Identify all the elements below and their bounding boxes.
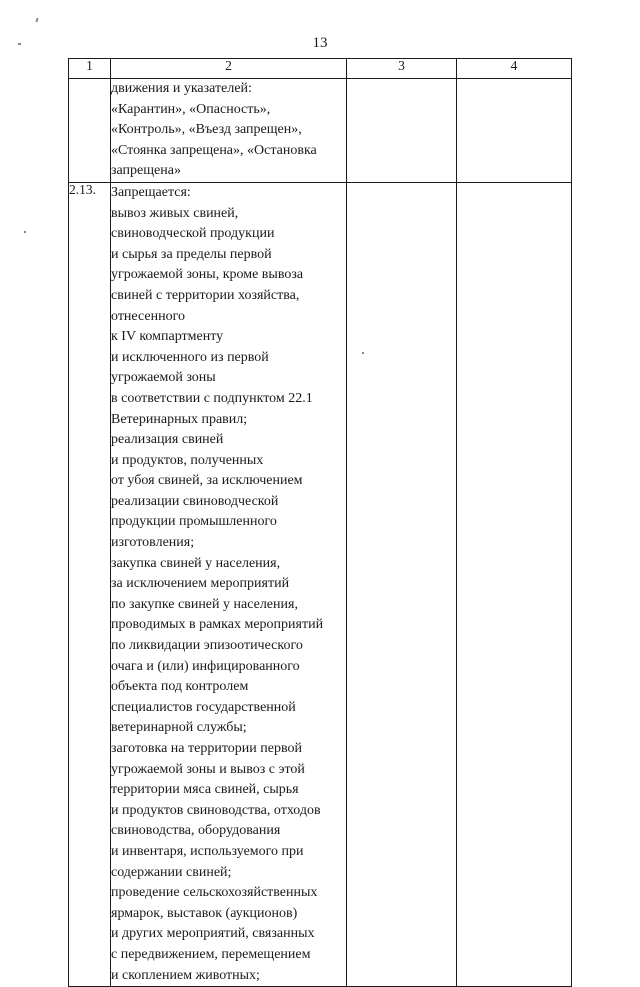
text-line: заготовка на территории первой — [111, 741, 302, 756]
column-header-4: 4 — [457, 59, 572, 79]
text-line: запрещена» — [111, 163, 181, 179]
scan-artifact — [35, 18, 38, 22]
text-line: от убоя свиней, за исключением — [111, 473, 303, 489]
text-line: и других мероприятий, связанных — [111, 926, 315, 942]
text-line: очага и (или) инфицированного — [111, 658, 300, 674]
text-line: Ветеринарных правил; — [111, 411, 248, 427]
row-number: 2.13. — [69, 182, 111, 986]
text-line: и инвентаря, используемого при — [111, 843, 304, 859]
requirements-table — [68, 58, 572, 987]
text-line: угрожаемой зоны — [111, 370, 216, 386]
text-line: свиней с территории хозяйства, — [111, 287, 300, 303]
row-content — [111, 182, 347, 986]
text-line: свиноводческой продукции — [111, 226, 275, 242]
row-col3 — [347, 182, 457, 986]
text-line: Запрещается: — [111, 184, 191, 200]
row-number — [69, 79, 111, 183]
text-line: специалистов государственной — [111, 699, 296, 715]
text-line: с передвижением, перемещением — [111, 946, 311, 962]
text-line: по ликвидации эпизоотического — [111, 638, 303, 654]
text-line: свиноводства, оборудования — [111, 823, 281, 839]
text-line: изготовления; — [111, 535, 195, 551]
text-line: объекта под контролем — [111, 679, 249, 695]
text-line: «Стоянка запрещена», «Остановка — [111, 142, 317, 158]
text-line: угрожаемой зоны и вывоз с этой — [111, 761, 305, 777]
page-number: 13 — [312, 35, 328, 51]
text-line: проведение сельскохозяйственных — [111, 885, 318, 901]
scan-artifact — [24, 231, 26, 233]
text-line: движения и указателей: — [111, 81, 252, 96]
text-line: и продуктов, полученных — [111, 452, 264, 468]
text-line: содержании свиней; — [111, 864, 232, 880]
text-line: угрожаемой зоны, кроме вывоза — [111, 267, 304, 283]
text-line: за исключением мероприятий — [111, 576, 290, 592]
table-row — [69, 79, 572, 183]
text-line: вывоз живых свиней, — [111, 205, 239, 221]
text-line: реализация свиней — [111, 432, 224, 448]
column-header-2: 2 — [111, 59, 347, 79]
text-line: проводимых в рамках мероприятий — [111, 617, 324, 633]
text-line: реализации свиноводческой — [111, 493, 279, 509]
text-line: закупка свиней у населения, — [111, 555, 281, 571]
text-line: «Карантин», «Опасность», — [111, 101, 271, 117]
column-header-1: 1 — [69, 59, 111, 79]
row-col3 — [347, 79, 457, 183]
table-row — [69, 182, 572, 986]
text-line: и исключенного из первой — [111, 349, 269, 365]
text-line: и продуктов свиноводства, отходов — [111, 802, 321, 818]
row-col4 — [457, 79, 572, 183]
text-line: ярмарок, выставок (аукционов) — [111, 905, 298, 921]
text-line: к IV компартменту — [111, 329, 224, 345]
text-line: по закупке свиней у населения, — [111, 596, 298, 612]
text-line: территории мяса свиней, сырья — [111, 782, 299, 798]
row-col4 — [457, 182, 572, 986]
text-line: продукции промышленного — [111, 514, 277, 530]
text-line: «Контроль», «Въезд запрещен», — [111, 122, 302, 138]
text-line: в соответствии с подпунктом 22.1 — [111, 390, 313, 406]
row-content — [111, 79, 347, 183]
text-line: отнесенного — [111, 308, 185, 324]
table-header-row — [69, 59, 572, 79]
column-header-3: 3 — [347, 59, 457, 79]
text-line: и скоплением животных; — [111, 967, 260, 983]
text-line: и сырья за пределы первой — [111, 246, 272, 262]
text-line: ветеринарной службы; — [111, 720, 247, 736]
